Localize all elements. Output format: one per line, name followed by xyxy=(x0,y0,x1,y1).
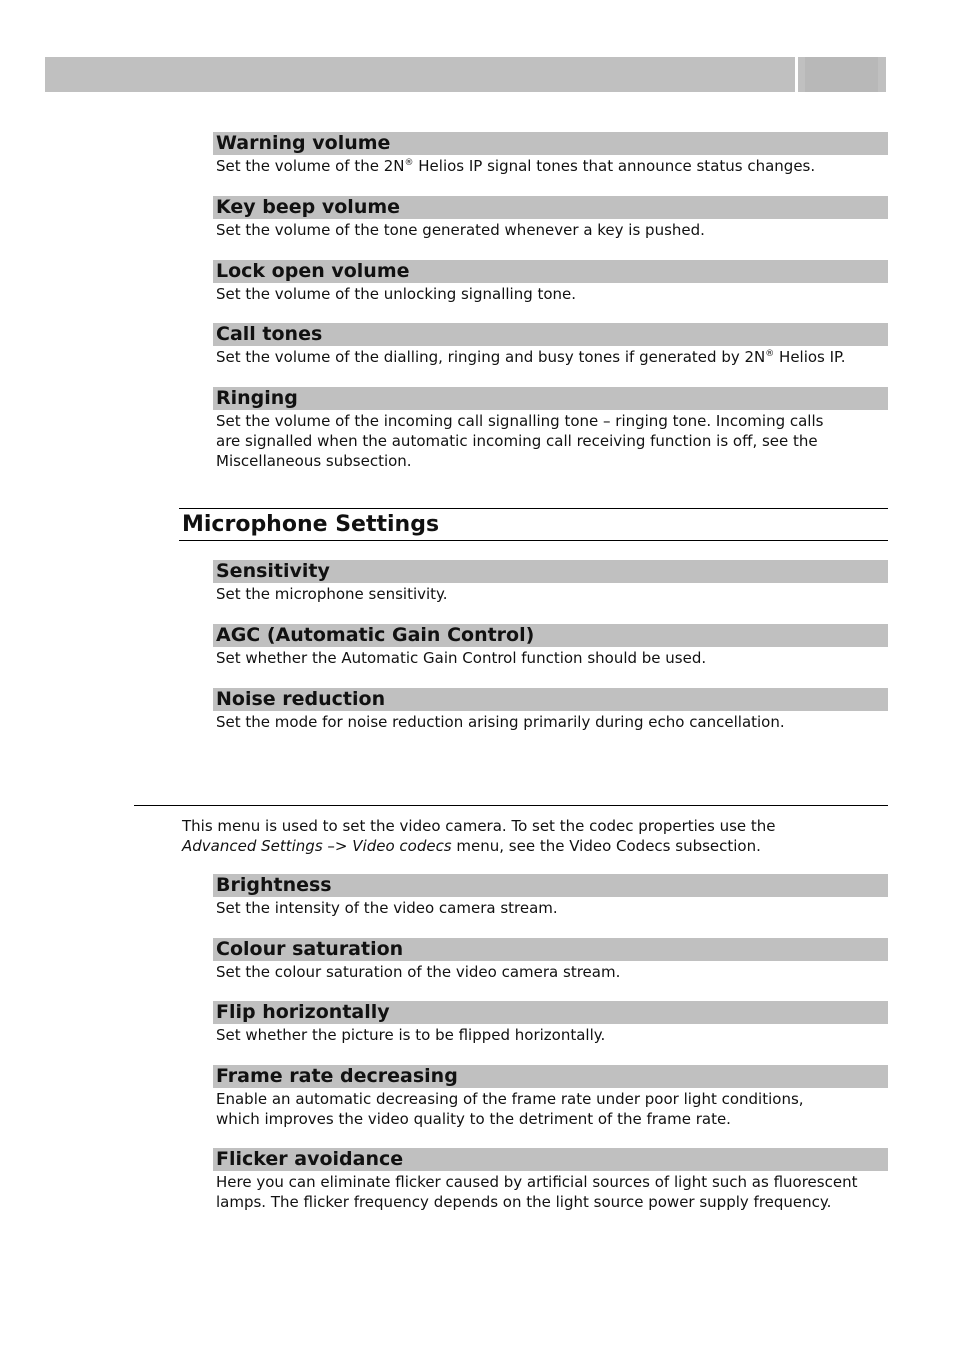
setting-lock-open-volume xyxy=(213,260,888,304)
setting-key-beep-volume xyxy=(213,196,888,240)
setting-agc xyxy=(213,624,888,668)
section-rule-bottom xyxy=(179,540,888,541)
setting-brightness xyxy=(213,874,888,918)
setting-frame-rate-decreasing xyxy=(213,1065,888,1129)
setting-title: Noise reduction xyxy=(213,688,888,711)
video-intro-paragraph: This menu is used to set the video camera. To set the codec properties use the Advanced Settings –> Video codecs menu, see the Video Codecs subsection. xyxy=(182,817,776,855)
setting-title: Brightness xyxy=(213,874,888,897)
setting-description: Here you can eliminate flicker caused by artificial sources of light such as fluorescent lamps. The flicker frequency depends on the light source power supply frequency. xyxy=(216,1173,858,1211)
setting-description: Set the microphone sensitivity. xyxy=(216,585,448,603)
setting-noise-reduction xyxy=(213,688,888,732)
setting-description: Set the mode for noise reduction arising primarily during echo cancellation. xyxy=(216,713,785,731)
setting-call-tones xyxy=(213,323,888,367)
setting-colour-saturation xyxy=(213,938,888,982)
page-header-bar xyxy=(45,57,795,92)
setting-title: Lock open volume xyxy=(213,260,888,283)
setting-warning-volume xyxy=(213,132,888,176)
page-number-box xyxy=(805,57,878,92)
setting-description: Set the colour saturation of the video camera stream. xyxy=(216,963,621,981)
setting-sensitivity xyxy=(213,560,888,604)
setting-description: Set whether the Automatic Gain Control function should be used. xyxy=(216,649,707,667)
section-rule-video xyxy=(134,805,888,806)
setting-description: Set whether the picture is to be flipped horizontally. xyxy=(216,1026,606,1044)
setting-title: Key beep volume xyxy=(213,196,888,219)
setting-description: Set the volume of the dialling, ringing and busy tones if generated by 2N® Helios IP. xyxy=(216,348,846,366)
setting-title: Flip horizontally xyxy=(213,1001,888,1024)
setting-title: Ringing xyxy=(213,387,888,410)
setting-flip-horizontally xyxy=(213,1001,888,1045)
setting-description: Set the volume of the tone generated whenever a key is pushed. xyxy=(216,221,705,239)
setting-description: Enable an automatic decreasing of the frame rate under poor light conditions, which improves the video quality to the detriment of the frame rate. xyxy=(216,1090,804,1128)
setting-description: Set the volume of the 2N® Helios IP signal tones that announce status changes. xyxy=(216,157,816,175)
setting-description: Set the volume of the unlocking signalling tone. xyxy=(216,285,577,303)
setting-title: Sensitivity xyxy=(213,560,888,583)
setting-title: Flicker avoidance xyxy=(213,1148,888,1171)
section-rule-top xyxy=(179,508,888,509)
section-heading-microphone: Microphone Settings xyxy=(182,512,440,537)
setting-title: Call tones xyxy=(213,323,888,346)
setting-description: Set the volume of the incoming call signalling tone – ringing tone. Incoming calls are signalled when the automatic incoming call receiving function is off, see the Miscellaneous subsection. xyxy=(216,412,824,470)
setting-title: Warning volume xyxy=(213,132,888,155)
setting-title: AGC (Automatic Gain Control) xyxy=(213,624,888,647)
setting-title: Frame rate decreasing xyxy=(213,1065,888,1088)
setting-title: Colour saturation xyxy=(213,938,888,961)
setting-flicker-avoidance xyxy=(213,1148,888,1212)
setting-description: Set the intensity of the video camera stream. xyxy=(216,899,558,917)
setting-ringing xyxy=(213,387,888,471)
